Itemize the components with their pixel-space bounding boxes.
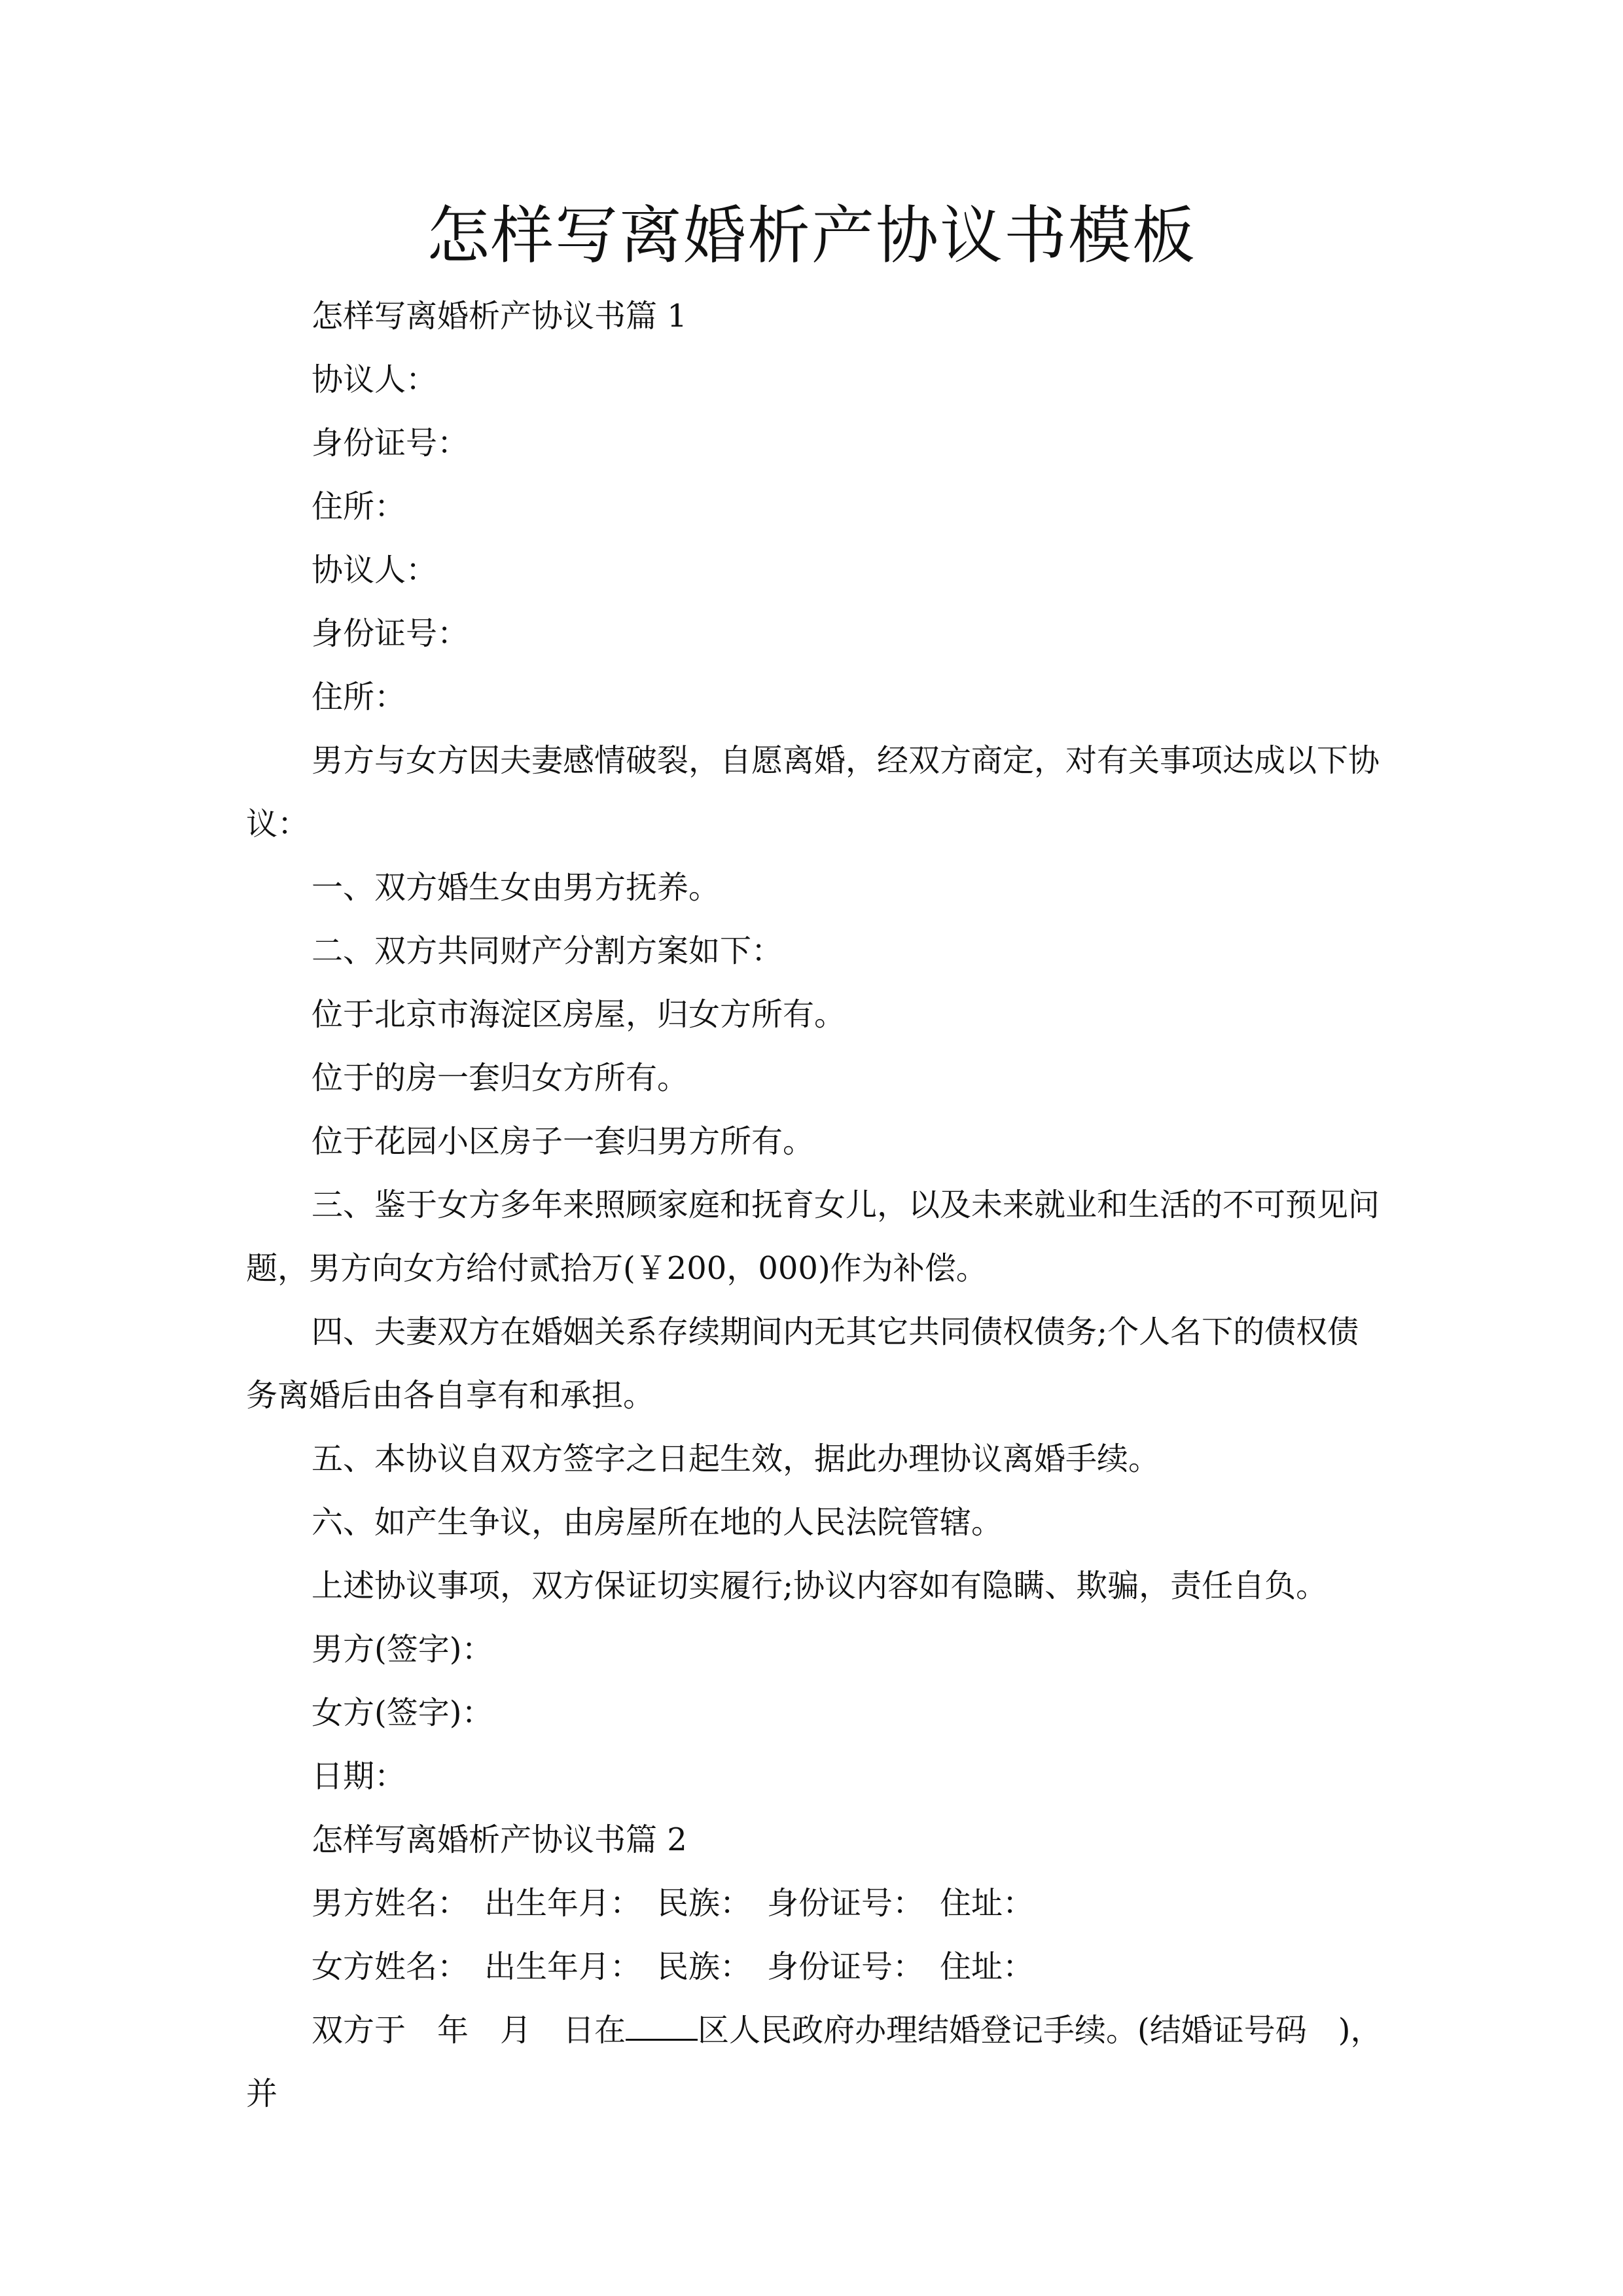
male-info-line: 男方姓名： 出生年月： 民族： 身份证号： 住址： [312,1885,1035,1922]
date-label: 日期： [312,1758,406,1795]
intro-paragraph: 男方与女方因夫妻感情破裂，自愿离婚，经双方商定，对有关事项达成以下协议： [246,742,1380,842]
id-number-label: 身份证号： [312,425,469,461]
marriage-registration-line [246,1999,1385,2126]
clause-6: 六、如产生争议，由房屋所在地的人民法院管辖。 [312,1504,1003,1541]
document-body [246,285,1385,2126]
clause-2: 二、双方共同财产分割方案如下： [312,933,783,969]
district-blank [626,2010,698,2041]
female-info-line: 女方姓名： 出生年月： 民族： 身份证号： 住址： [312,1948,1035,1985]
property-item: 位于的房一套归女方所有。 [312,1060,689,1096]
registration-text-before: 双方于 年 月 日在 [312,2012,626,2049]
party-label: 协议人： [312,361,438,398]
address-label: 住所： [312,679,406,715]
clause-4: 四、夫妻双方在婚姻关系存续期间内无其它共同债权债务;个人名下的债权债务离婚后由各自享有和承担。 [246,1314,1359,1414]
clause-5: 五、本协议自双方签字之日起生效，据此办理协议离婚手续。 [312,1441,1160,1477]
section-heading-1: 怎样写离婚析产协议书篇 1 [312,298,687,334]
female-signature-label: 女方(签字)： [312,1695,493,1731]
guarantee-paragraph: 上述协议事项，双方保证切实履行;协议内容如有隐瞒、欺骗，责任自负。 [312,1568,1328,1604]
male-signature-label: 男方(签字)： [312,1631,493,1668]
clause-1: 一、双方婚生女由男方抚养。 [312,869,721,906]
party-label: 协议人： [312,552,438,588]
clause-3: 三、鉴于女方多年来照顾家庭和抚育女儿，以及未来就业和生活的不可预见问题，男方向女方给付贰拾万(￥200，000)作为补偿。 [246,1187,1380,1287]
section-heading-2: 怎样写离婚析产协议书篇 2 [312,1821,687,1858]
property-item: 位于花园小区房子一套归男方所有。 [312,1123,815,1160]
address-label: 住所： [312,488,406,525]
property-item: 位于北京市海淀区房屋，归女方所有。 [312,996,846,1033]
id-number-label: 身份证号： [312,615,469,652]
registration-text-after: 区人民政府办理结婚登记手续。(结婚证号码 )，并 [246,2012,1382,2112]
document-title: 怎样写离婚析产协议书模板 [427,199,1196,272]
